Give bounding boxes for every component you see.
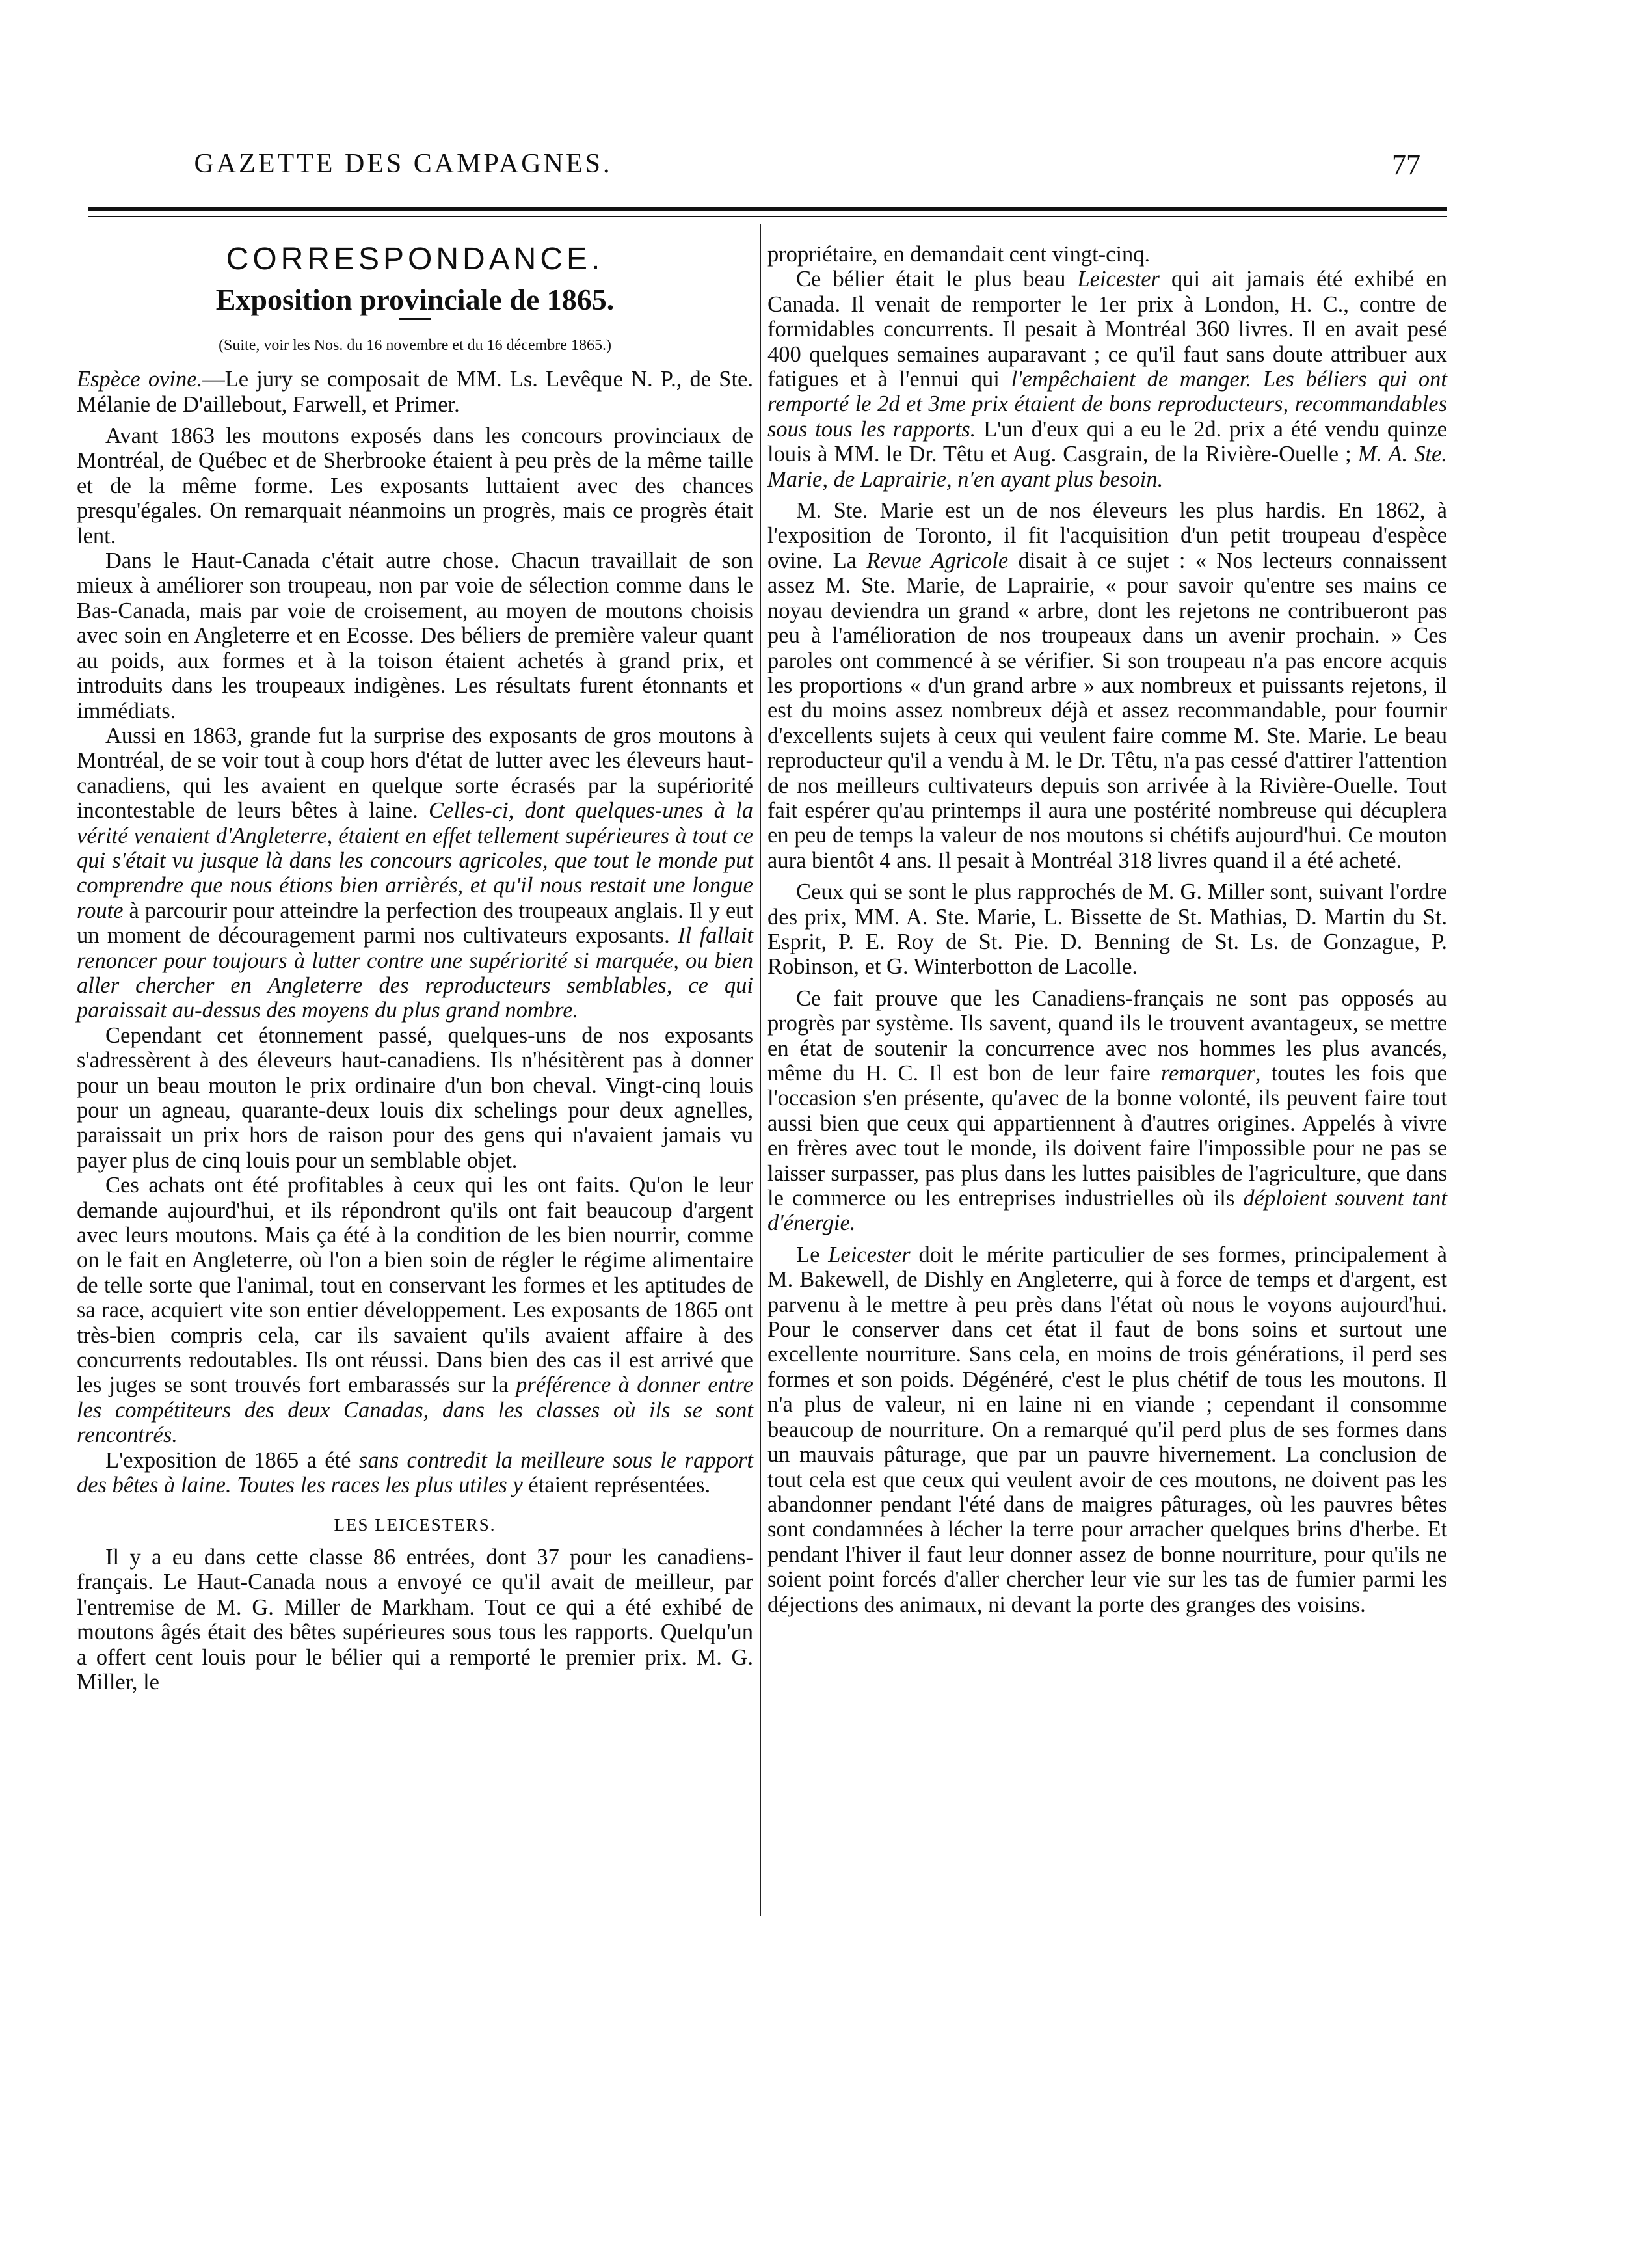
paragraph-text: L'un d'eux qui a eu le 2d. prix a été vendu quinze louis à MM. le Dr. Têtu et Aug. Casgrain, de la Rivière-Ouelle ; <box>767 416 1447 467</box>
running-title: GAZETTE DES CAMPAGNES. <box>194 149 613 179</box>
paragraph-italic: Celles-ci, dont quelques-unes à la vérité venaient d'Angleterre, étaient en effet tellement supérieures à tout ce qui s'était vu jusque là dans les concours agricoles, que tout le monde put comprendre que nous étions bien arrièrés, et qu'il nous restait une longue route <box>77 798 754 923</box>
paragraph-text: L'exposition de 1865 a été <box>105 1447 359 1473</box>
continuation-note: (Suite, voir les Nos. du 16 novembre et du 16 décembre 1865.) <box>219 336 611 354</box>
paragraph: Dans le Haut-Canada c'était autre chose. Chacun travaillait de son mieux à améliorer son troupeau, non par voie de sélection comme dans le Bas-Canada, mais par voie de croisement, au moyen de moutons choisis avec soin en Angleterre et en Ecosse. Des béliers de première valeur quant au poids, aux formes et à la toison étaient achetés à grand prix, et introduits dans les troupeaux indigènes. Les résultats furent étonnants et immédiats. <box>77 548 753 723</box>
paragraph-text: étaient représentées. <box>522 1473 711 1498</box>
paragraph-text: qui ait jamais été exhibé en Canada. Il venait de remporter le 1er prix à London, H. C., contre de formidables concurrents. Il pesait à Montréal 360 livres. Il en avait pesé 400 quelques semaines auparavant ; ce qu'il faut sans doute attribuer aux fatigues et à l'ennui qui <box>767 267 1447 392</box>
column-divider <box>760 224 761 1916</box>
paragraph <box>767 1242 1447 1617</box>
paragraph: Avant 1863 les moutons exposés dans les concours provinciaux de Montréal, de Québec et de Sherbrooke étaient à peu près de la même taille et de la même forme. Les exposants luttaient avec des chances presqu'égales. On remarquait néanmoins un progrès, mais ce progrès était lent. <box>77 423 753 548</box>
paragraph-text: à parcourir pour atteindre la perfection des troupeaux anglais. Il y eut un moment de découragement parmi nos cultivateurs exposants. <box>77 898 753 948</box>
paragraph <box>767 498 1447 873</box>
paragraph-italic: déploient souvent tant d'énergie. <box>767 1186 1447 1236</box>
right-column <box>767 242 1447 1617</box>
paragraph-text: disait à ce sujet : « Nos lecteurs connaissent assez M. Ste. Marie, de Laprairie, « pour savoir qu'entre ses mains ce noyau deviendra un grand « arbre, dont les rejetons ne contribueront pas peu à l'amélioration de nos troupeaux dans un avenir prochain. » Ces paroles ont commencé à se vérifier. Si son troupeau n'a pas encore acquis les proportions « d'un grand arbre » aux nombreux et puissants rejetons, il est du moins assez nombreux déjà et assez recommandable, pour fournir d'excellents sujets à ceux qui veulent faire comme M. Ste. Marie. Le beau reproducteur qu'il a vendu à M. le Dr. Têtu, n'a pas cessé d'attirer l'attention de nos meilleurs cultivateurs depuis son arrivée à la Rivière-Ouelle. Tout fait espérer qu'au printemps il aura une postérité nombreuse qui décuplera en peu de temps la valeur de nos moutons si chétifs aujourd'hui. Ce mouton aura bientôt 4 ans. Il pesait à Montréal 318 livres quand il a été acheté. <box>767 548 1447 873</box>
paragraph-lead: Espèce ovine. <box>77 367 203 392</box>
header-rule-thin <box>88 216 1447 217</box>
page-header <box>0 148 1652 187</box>
paragraph-text: —Le jury se composait de MM. Ls. Levêque N. P., de Ste. Mélanie de D'aillebout, Farwell, et Primer. <box>77 367 753 417</box>
paragraph-italic: remarquer <box>1160 1061 1255 1086</box>
paragraph-italic: Revue Agricole <box>866 548 1009 573</box>
paragraph <box>77 1173 753 1447</box>
paragraph-text: Aussi en 1863, grande fut la surprise des exposants de gros moutons à Montréal, de se voir tout à coup hors d'état de lutter avec les éleveurs haut-canadiens, qui les avaient en quelque sorte écrasés par la supériorité incontestable de leurs bêtes à laine. <box>77 723 753 824</box>
paragraph <box>767 986 1447 1236</box>
paragraph-italic: Il fallait renoncer pour toujours à lutter contre une supériorité si marquée, ou bien aller chercher en Angleterre des reproducteurs semblables, ce qui paraissait au-dessus des moyens du plus grand nombre. <box>77 923 753 1023</box>
paragraph-text: Le <box>796 1242 829 1267</box>
paragraph-text: M. Ste. Marie est un de nos éleveurs les plus hardis. En 1862, à l'exposition de Toronto, il fit l'acquisition d'un petit troupeau d'espèce ovine. La <box>767 498 1447 573</box>
header-rule-thick <box>88 207 1447 211</box>
paragraph <box>767 267 1447 492</box>
paragraph <box>77 1448 753 1498</box>
paragraph-italic: préférence à donner entre les compétiteurs des deux Canadas, dans les classes où ils se sont rencontrés. <box>77 1373 753 1448</box>
section-title: CORRESPONDANCE. <box>226 242 604 276</box>
paragraph: Cependant cet étonnement passé, quelques-uns de nos exposants s'adressèrent à des éleveurs haut-canadiens. Ils n'hésitèrent pas à donner pour un beau mouton le prix ordinaire d'un bon cheval. Vingt-cinq louis pour un agneau, quarante-deux louis dix schelings pour deux agnelles, paraissait un prix hors de raison pour des gens qui n'avaient jamais vu payer plus de cinq louis pour un semblable objet. <box>77 1023 753 1173</box>
paragraph-text: doit le mérite particulier de ses formes, principalement à M. Bakewell, de Dishly en Angleterre, qui à force de temps et d'argent, est parvenu à le mettre à peu près dans l'état où nous le voyons aujourd'hui. Pour le conserver dans cet état il faut de bons soins et surtout une excellente nourriture. Sans cela, en moins de trois générations, il perd ses formes et son poids. Dégénéré, c'est le plus chétif de tous les moutons. Il n'a plus de valeur, ni en laine ni en viande ; cependant il consomme beaucoup de nourriture. On a remarqué qu'il perd plus de ses formes dans un mauvais pâturage, que par un pauvre hivernement. La conclusion de tout cela est que ceux qui veulent avoir de ces moutons, ne doivent pas les abandonner pendant l'été dans de maigres pâturages, où les pauvres bêtes sont condamnées à lécher la terre pour arracher quelques brins d'herbe. Et pendant l'hiver il faut leur donner assez de bonne nourriture, pour qu'ils ne soient point forcés d'aller chercher leur vie sur les tas de fumier parmi les déjections des animaux, ni devant la porte des granges des voisins. <box>767 1242 1447 1617</box>
paragraph-italic: Leicester <box>1077 267 1160 292</box>
paragraph: Il y a eu dans cette classe 86 entrées, dont 37 pour les canadiens-français. Le Haut-Canada nous a envoyé ce qu'il avait de meilleur, par l'entremise de M. G. Miller de Markham. Tout ce qui a été exhibé de moutons âgés était des bêtes supérieures sous tous les rapports. Quelqu'un a offert cent louis pour le bélier qui a remporté le premier prix. M. G. Miller, le <box>77 1544 753 1695</box>
paragraph: Ceux qui se sont le plus rapprochés de M. G. Miller sont, suivant l'ordre des prix, MM. A. Ste. Marie, L. Bissette de St. Mathias, D. Martin du St. Esprit, P. E. Roy de St. Pie. D. Benning de St. Ls. de Gonzague, P. Robinson, et G. Winterbotton de Lacolle. <box>767 879 1447 980</box>
paragraph <box>77 723 753 1023</box>
page-number: 77 <box>1392 149 1420 181</box>
paragraph-text: Ces achats ont été profitables à ceux qui les ont faits. Qu'on le leur demande aujourd'hui, et ils répondront qu'ils ont fait beaucoup d'argent avec leurs moutons. Mais ça été à la condition de les bien nourrir, comme on le fait en Angleterre, où l'on a bien soin de régler le régime alimentaire de telle sorte que l'animal, tout en conservant les formes et les aptitudes de sa race, acquiert vite son entier développement. Les exposants de 1865 ont très-bien compris cela, car ils savaient qu'ils avaient affaire à des concurrents redoutables. Ils ont réussi. Dans bien des cas il est arrivé que les juges se sont trouvés fort embarassés sur la <box>77 1173 753 1398</box>
paragraph: propriétaire, en demandait cent vingt-cinq. <box>767 242 1151 267</box>
left-column <box>77 242 754 1695</box>
paragraph-text: Ce bélier était le plus beau <box>796 267 1078 292</box>
paragraph-italic: sans contredit la meilleure sous le rapport des bêtes à laine. Toutes les races les plus utiles y <box>77 1447 753 1498</box>
subheading: LES LEICESTERS. <box>334 1514 496 1535</box>
title-rule <box>399 318 431 320</box>
paragraph-text: Ce fait prouve que les Canadiens-français ne sont pas opposés au progrès par système. Ils savent, quand ils le trouvent avantageux, se mettre en état de soutenir la concurrence avec nos hommes les plus avancés, même du H. C. Il est bon de leur faire <box>767 985 1447 1086</box>
paragraph-italic: Leicester <box>828 1242 911 1267</box>
paragraph-italic: l'empêchaient de manger. Les béliers qui ont remporté le 2d et 3me prix étaient de bons reproducteurs, recommandables sous tous les rapports. <box>767 367 1447 442</box>
article-title: Exposition provinciale de 1865. <box>215 283 615 317</box>
paragraph-text: , toutes les fois que l'occasion s'en présente, qu'avec de la bonne volonté, ils peuvent faire tout aussi bien que ceux qui appartiennent à d'autres origines. Appelés à vivre en frères avec tout le monde, ils doivent faire l'impossible pour ne pas se laisser surpasser, pas plus dans les luttes paisibles de l'agriculture, que dans le commerce ou les entreprises industrielles où ils <box>767 1061 1447 1211</box>
paragraph-italic: M. A. Ste. Marie, de Laprairie, n'en ayant plus besoin. <box>767 442 1447 492</box>
paragraph <box>77 367 753 417</box>
